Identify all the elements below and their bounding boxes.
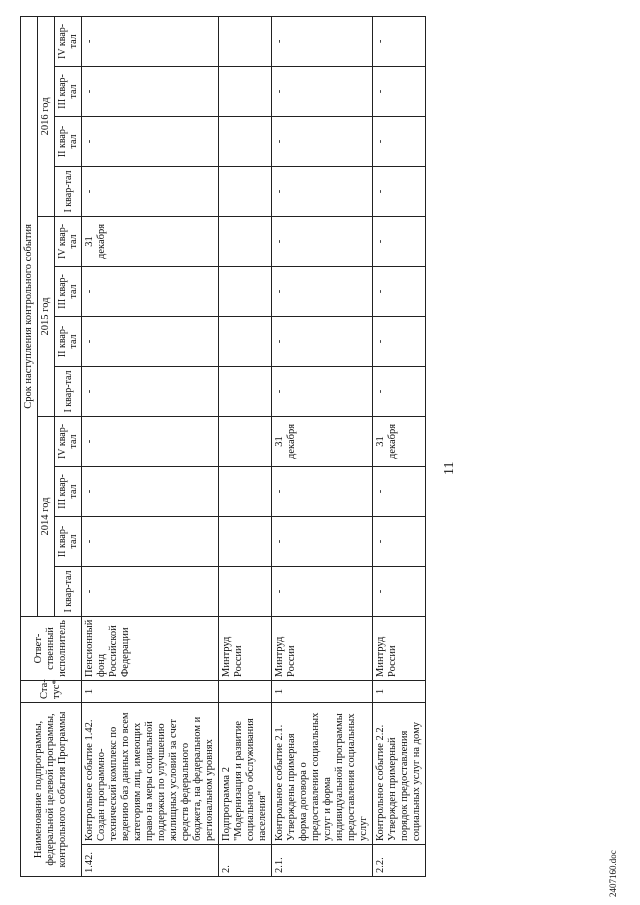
header-quarter: IV квар-тал <box>55 416 82 466</box>
row-number: 2.1. <box>272 845 373 877</box>
page-number: 11 <box>442 461 457 475</box>
row-executor: Минтруд России <box>272 616 373 680</box>
row-deadline-cell: - <box>373 466 426 516</box>
control-events-table <box>20 16 426 877</box>
header-year-2016: 2016 год <box>38 16 55 216</box>
row-deadline-cell: - <box>82 166 219 216</box>
row-number: 2. <box>219 845 272 877</box>
row-deadline-cell: - <box>373 516 426 566</box>
header-quarter: III квар-тал <box>55 66 82 116</box>
header-quarter: III квар-тал <box>55 466 82 516</box>
row-deadline-cell: - <box>272 466 373 516</box>
row-deadline-cell: - <box>272 216 373 266</box>
row-deadline-cell: - <box>272 166 373 216</box>
row-status: 1 <box>373 680 426 702</box>
row-executor: Пенсионный фонд Российской Федерации <box>82 616 219 680</box>
row-status: 1 <box>82 680 219 702</box>
row-deadline-cell <box>219 66 272 116</box>
row-name: Контрольное событие 1.42. Создан программно-технический комплекс по ведению баз данных по всем категориям лиц, имеющих право на меры социальной поддержки по улучшению жилищных условий за счет средств федерального бюджета, на федеральном и региональном уровнях <box>82 702 219 844</box>
table-row <box>219 16 272 876</box>
header-quarter: I квар-тал <box>55 366 82 416</box>
row-deadline-cell: - <box>272 116 373 166</box>
row-deadline-cell: - <box>82 566 219 616</box>
row-deadline-cell: - <box>373 216 426 266</box>
row-executor: Минтруд России <box>219 616 272 680</box>
row-deadline-cell: - <box>82 116 219 166</box>
row-deadline-cell: - <box>82 16 219 66</box>
row-deadline-cell: - <box>272 316 373 366</box>
header-quarter: II квар-тал <box>55 316 82 366</box>
row-name: Подпрограмма 2 "Модернизация и развитие социального обслуживания населения" <box>219 702 272 844</box>
document-id: 2407160.doc <box>608 850 618 897</box>
row-deadline-cell: - <box>82 266 219 316</box>
table-row <box>82 16 219 876</box>
header-quarter: III квар-тал <box>55 266 82 316</box>
row-deadline-cell: - <box>82 466 219 516</box>
row-deadline-cell: - <box>272 66 373 116</box>
row-deadline-cell: - <box>373 66 426 116</box>
header-executor: Ответ-ственный исполнитель <box>21 616 82 680</box>
table-body <box>82 16 426 876</box>
row-deadline-cell: - <box>82 366 219 416</box>
row-status: 1 <box>272 680 373 702</box>
header-quarter: II квар-тал <box>55 516 82 566</box>
row-deadline-cell: 31 декабря <box>373 416 426 466</box>
row-deadline-cell: - <box>82 416 219 466</box>
row-deadline-cell: - <box>272 516 373 566</box>
row-deadline-cell <box>219 416 272 466</box>
row-deadline-cell <box>219 216 272 266</box>
row-deadline-cell <box>219 366 272 416</box>
row-deadline-cell: - <box>82 516 219 566</box>
row-deadline-cell: - <box>373 566 426 616</box>
row-status <box>219 680 272 702</box>
row-deadline-cell <box>219 16 272 66</box>
row-name: Контрольное событие 2.1. Утверждены примерная форма договора о предоставлении социальных услуг и форма индивидуальной программы предоставления социальных услуг <box>272 702 373 844</box>
header-quarter: I квар-тал <box>55 566 82 616</box>
row-deadline-cell: - <box>82 66 219 116</box>
row-deadline-cell: - <box>373 366 426 416</box>
row-deadline-cell: - <box>272 16 373 66</box>
row-executor: Минтруд России <box>373 616 426 680</box>
row-deadline-cell: - <box>82 316 219 366</box>
header-name: Наименование подпрограммы, федеральной целевой программы, контрольного события Программы <box>21 702 82 876</box>
row-deadline-cell: - <box>373 166 426 216</box>
row-deadline-cell: - <box>373 16 426 66</box>
row-number: 1.42. <box>82 845 219 877</box>
header-year-2015: 2015 год <box>38 216 55 416</box>
row-deadline-cell: - <box>272 266 373 316</box>
table-row <box>272 16 373 876</box>
row-deadline-cell <box>219 266 272 316</box>
row-deadline-cell: 31 декабря <box>272 416 373 466</box>
header-quarter: IV квар-тал <box>55 216 82 266</box>
header-quarter: I квар-тал <box>55 166 82 216</box>
header-deadline: Срок наступления контрольного события <box>21 16 38 616</box>
row-deadline-cell: - <box>373 266 426 316</box>
header-quarter: IV квар-тал <box>55 16 82 66</box>
row-deadline-cell <box>219 566 272 616</box>
row-deadline-cell: 31 декабря <box>82 216 219 266</box>
row-deadline-cell: - <box>373 116 426 166</box>
header-year-2014: 2014 год <box>38 416 55 616</box>
row-deadline-cell: - <box>373 316 426 366</box>
header-quarter: II квар-тал <box>55 116 82 166</box>
row-deadline-cell <box>219 116 272 166</box>
row-deadline-cell <box>219 166 272 216</box>
row-deadline-cell <box>219 316 272 366</box>
row-name: Контрольное событие 2.2. Утвержден примерный порядок предоставления социальных услуг на дому <box>373 702 426 844</box>
table-row <box>373 16 426 876</box>
row-number: 2.2. <box>373 845 426 877</box>
row-deadline-cell: - <box>272 366 373 416</box>
header-status: Ста-тус* <box>21 680 82 702</box>
row-deadline-cell <box>219 516 272 566</box>
row-deadline-cell: - <box>272 566 373 616</box>
row-deadline-cell <box>219 466 272 516</box>
